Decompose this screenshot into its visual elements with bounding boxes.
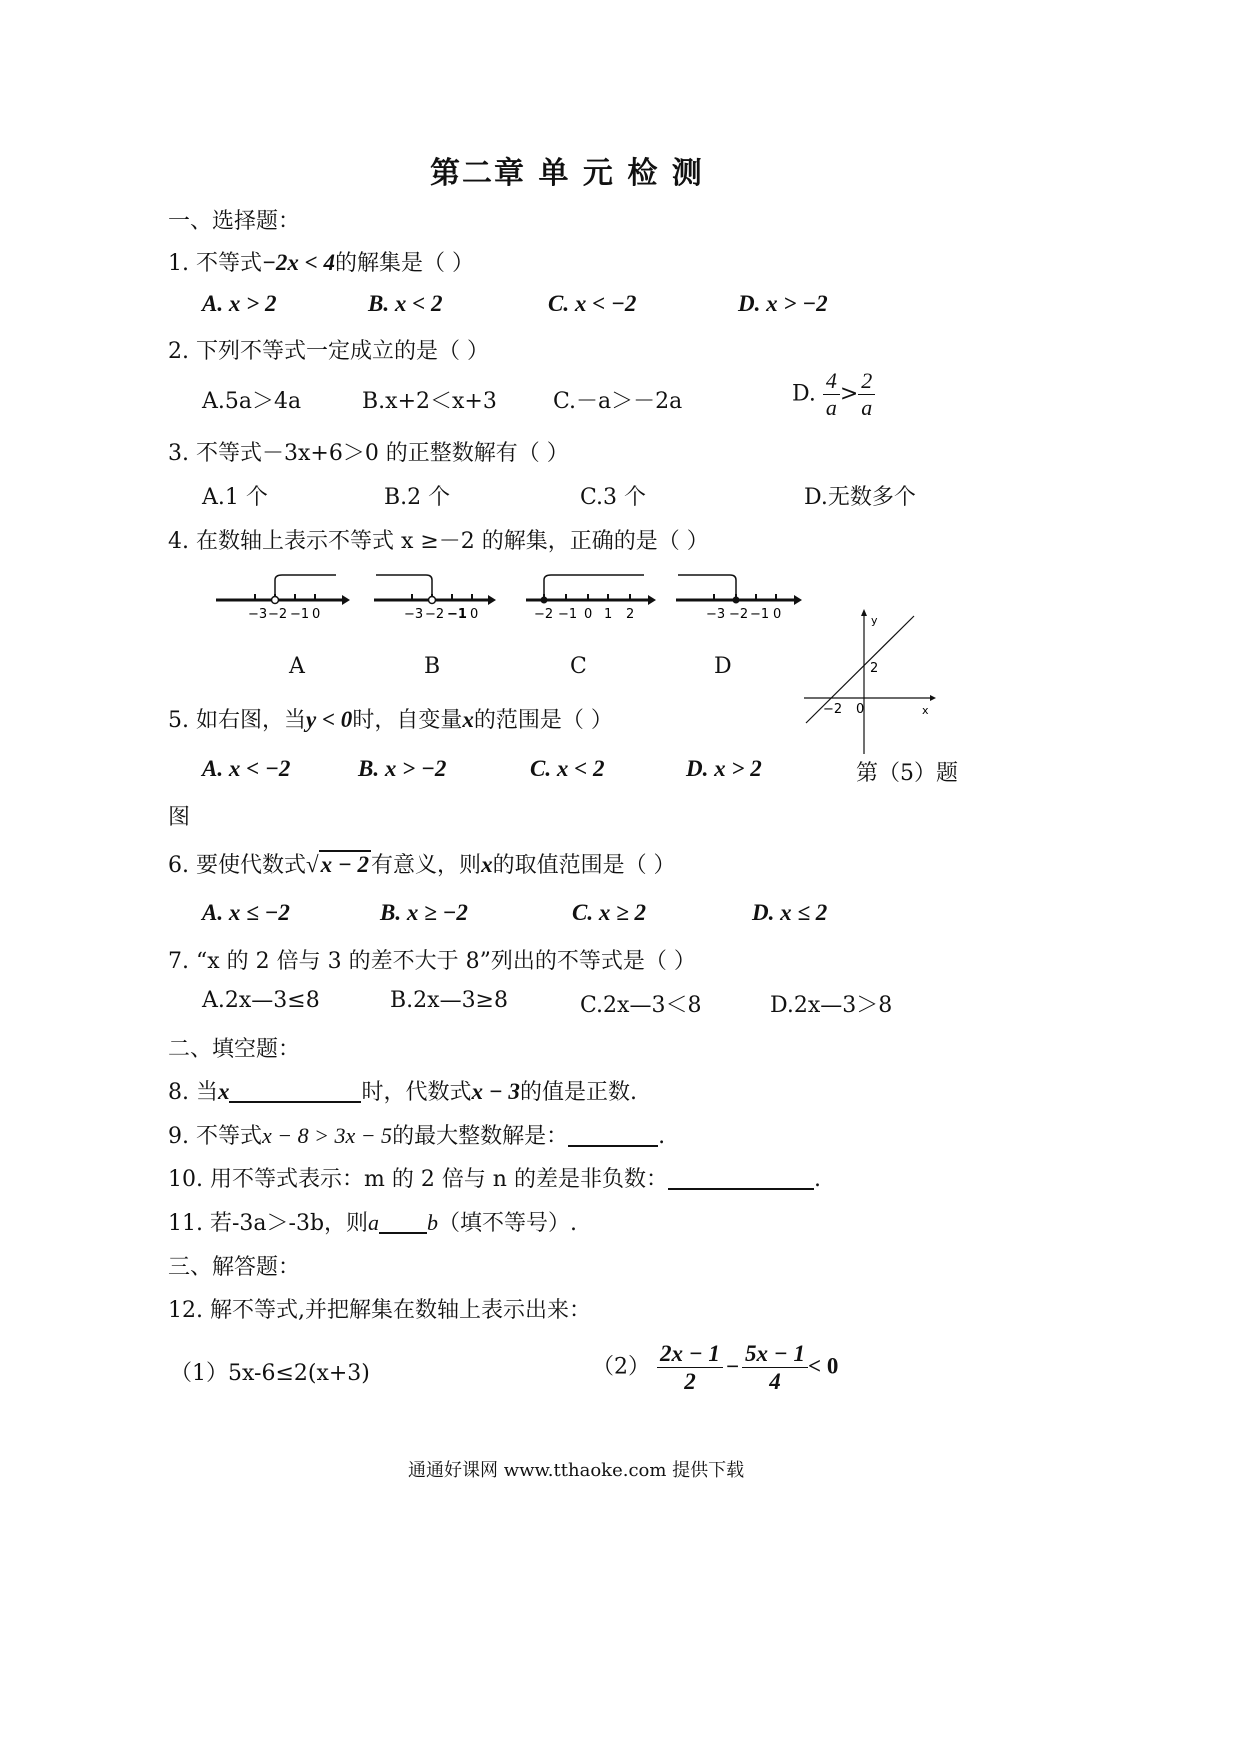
q5-option-a[interactable]: A. x < −2 xyxy=(202,756,291,781)
q4-option-d[interactable]: D xyxy=(714,654,732,679)
q6-stem-pre: 6. 要使代数式 xyxy=(168,853,306,878)
q1-expression: −2x < 4 xyxy=(261,250,336,275)
q7-option-a[interactable]: A.2x—3≤8 xyxy=(202,988,320,1013)
q4b-tick-1: −3 xyxy=(404,607,424,622)
question-11 xyxy=(168,1206,577,1237)
q5-y-label: y xyxy=(871,614,878,627)
footer-source: 通通好课网 www.tthaoke.com 提供下载 xyxy=(408,1460,745,1481)
q4c-tick-5: 2 xyxy=(626,607,635,622)
q11-post: （填不等号）. xyxy=(438,1211,578,1236)
q6-option-a[interactable]: A. x ≤ −2 xyxy=(202,900,290,925)
q2d-den1: a xyxy=(825,395,837,420)
question-6-stem xyxy=(168,848,676,879)
q8-variable: x xyxy=(217,1079,230,1104)
q1-option-a[interactable]: A. x > 2 xyxy=(202,291,277,316)
q8-pre: 8. 当 xyxy=(168,1080,218,1105)
q1-stem-post: 的解集是（ ） xyxy=(335,251,475,276)
q5-caption: 第（5）题 xyxy=(856,761,958,786)
q4d-tick-2: −2 xyxy=(729,607,749,622)
q11-var-b: b xyxy=(427,1210,439,1235)
q5-x-tick: −2 xyxy=(823,702,843,717)
q11-pre: 11. 若-3a＞-3b，则 xyxy=(168,1211,369,1236)
q3-option-b[interactable]: B.2 个 xyxy=(384,485,451,510)
q1-option-b[interactable]: B. x < 2 xyxy=(368,291,443,316)
q5-y-tick: 2 xyxy=(870,661,879,676)
question-4-stem: 4. 在数轴上表示不等式 x ≥－2 的解集，正确的是（ ） xyxy=(168,529,709,554)
q5-option-c[interactable]: C. x < 2 xyxy=(530,756,605,781)
q4b-tick-3: −1 xyxy=(447,607,467,622)
q3-option-a[interactable]: A.1 个 xyxy=(202,485,268,510)
q8-expression: x − 3 xyxy=(471,1079,520,1104)
q4-number-lines xyxy=(210,570,810,630)
q8-mid: 时，代数式 xyxy=(361,1080,472,1105)
q5-stem-mid: 时，自变量 xyxy=(352,708,463,733)
q6-option-b[interactable]: B. x ≥ −2 xyxy=(380,900,468,925)
q2-option-d[interactable] xyxy=(792,370,875,419)
q4d-tick-3: −1 xyxy=(750,607,770,622)
q5-option-d[interactable]: D. x > 2 xyxy=(686,756,762,781)
q4-number-line-c[interactable] xyxy=(526,575,656,622)
q9-post: . xyxy=(658,1124,666,1149)
q4a-tick-3: −1 xyxy=(290,607,310,622)
q4d-tick-1: −3 xyxy=(706,607,726,622)
q2-option-b[interactable]: B.x+2＜x+3 xyxy=(362,389,497,414)
q2-option-d-prefix: D. xyxy=(792,381,816,407)
q4a-tick-1: −3 xyxy=(248,607,268,622)
q6-option-d[interactable]: D. x ≤ 2 xyxy=(752,900,828,925)
q4b-tick-4: 0 xyxy=(470,607,479,622)
q5-graph xyxy=(798,606,943,756)
q12-num2: 5x − 1 xyxy=(742,1342,808,1368)
question-9 xyxy=(168,1119,665,1150)
q5-x-label: x xyxy=(922,704,929,717)
q7-option-c[interactable]: C.2x—3＜8 xyxy=(580,993,702,1018)
q6-radicand: x − 2 xyxy=(320,852,370,877)
q12-relation: < 0 xyxy=(807,1353,839,1379)
q12-den2: 4 xyxy=(769,1369,781,1394)
q8-post: 的值是正数. xyxy=(519,1080,637,1105)
q10-post: . xyxy=(813,1167,821,1192)
q2d-num2: 2 xyxy=(858,370,875,395)
q4-option-a[interactable]: A xyxy=(289,654,305,679)
q5-origin: 0 xyxy=(856,702,865,717)
q4a-tick-4: 0 xyxy=(312,607,321,622)
q11-var-a: a xyxy=(368,1210,380,1235)
q11-answer-blank[interactable] xyxy=(379,1210,427,1234)
q2-option-d-operator: > xyxy=(839,381,859,407)
q4a-tick-2: −2 xyxy=(268,607,288,622)
q4c-tick-1: −2 xyxy=(534,607,554,622)
q10-answer-blank[interactable] xyxy=(668,1166,814,1190)
question-1-stem xyxy=(168,246,474,277)
q4-number-line-b[interactable] xyxy=(374,575,496,622)
question-3-stem: 3. 不等式－3x+6＞0 的正整数解有（ ） xyxy=(168,441,569,466)
q4b-tick-2: −2 xyxy=(425,607,445,622)
q6-variable: x xyxy=(481,852,493,877)
q6-stem-mid: 有意义，则 xyxy=(371,853,482,878)
section-heading-choice: 一、选择题： xyxy=(168,209,301,234)
q4d-tick-4: 0 xyxy=(773,607,782,622)
q2-option-c[interactable]: C.－a＞－2a xyxy=(553,389,683,414)
q4c-tick-4: 1 xyxy=(604,607,613,622)
q4-number-line-a[interactable] xyxy=(216,575,350,622)
q12-part-2-label: （2） xyxy=(592,1354,650,1380)
q2d-num1: 4 xyxy=(823,370,840,395)
q7-option-d[interactable]: D.2x—3＞8 xyxy=(770,993,893,1018)
q9-mid: 的最大整数解是： xyxy=(392,1124,569,1149)
question-5-stem xyxy=(168,703,613,734)
q12-fraction-2 xyxy=(742,1342,808,1393)
q12-den1: 2 xyxy=(684,1369,696,1394)
q7-option-b[interactable]: B.2x—3≥8 xyxy=(390,988,508,1013)
q12-num1: 2x − 1 xyxy=(657,1342,723,1368)
question-12-stem: 12. 解不等式,并把解集在数轴上表示出来： xyxy=(168,1298,591,1323)
q1-option-c[interactable]: C. x < −2 xyxy=(548,291,637,316)
question-7-stem: 7. “x 的 2 倍与 3 的差不大于 8”列出的不等式是（ ） xyxy=(168,949,696,974)
q2-option-d-fraction-1 xyxy=(823,370,840,419)
question-10 xyxy=(168,1162,821,1193)
section-heading-solve: 三、解答题： xyxy=(168,1255,301,1280)
q10-pre: 10. 用不等式表示：m 的 2 倍与 n 的差是非负数： xyxy=(168,1167,668,1192)
section-heading-fill: 二、填空题： xyxy=(168,1037,301,1062)
q5-caption-cont: 图 xyxy=(168,805,191,830)
q2-option-d-fraction-2 xyxy=(858,370,875,419)
question-2-stem: 2. 下列不等式一定成立的是（ ） xyxy=(168,339,489,364)
q9-answer-blank[interactable] xyxy=(568,1123,658,1147)
q3-option-c[interactable]: C.3 个 xyxy=(580,485,647,510)
q1-stem-pre: 1. 不等式 xyxy=(168,251,262,276)
q2d-den2: a xyxy=(861,395,873,420)
q4-option-b[interactable]: B xyxy=(424,654,441,679)
page-title: 第二章 单 元 检 测 xyxy=(430,156,704,191)
q4-option-c[interactable]: C xyxy=(570,654,587,679)
q5-stem-pre: 5. 如右图，当 xyxy=(168,708,306,733)
q2-option-a[interactable]: A.5a＞4a xyxy=(202,389,302,414)
q5-expression: y < 0 xyxy=(305,707,353,732)
q6-option-c[interactable]: C. x ≥ 2 xyxy=(572,900,646,925)
q4c-tick-2: −1 xyxy=(558,607,578,622)
q5-variable: x xyxy=(462,707,474,732)
q5-option-b[interactable]: B. x > −2 xyxy=(358,756,447,781)
question-8 xyxy=(168,1075,637,1106)
q5-stem-post: 的范围是（ ） xyxy=(473,708,613,733)
q6-stem-post: 的取值范围是（ ） xyxy=(492,853,676,878)
q12-operator: − xyxy=(725,1353,740,1379)
q12-fraction-1 xyxy=(657,1342,723,1393)
q9-expression: x − 8 > 3x − 5 xyxy=(261,1123,393,1148)
q4-number-line-d[interactable] xyxy=(676,575,802,622)
q1-option-d[interactable]: D. x > −2 xyxy=(738,291,828,316)
q12-part-2 xyxy=(592,1342,838,1393)
q8-answer-blank[interactable] xyxy=(229,1079,361,1103)
q6-radical-sign: √ xyxy=(305,852,319,877)
q12-part-1: （1）5x-6≤2(x+3) xyxy=(170,1361,370,1386)
q3-option-d[interactable]: D.无数多个 xyxy=(804,485,916,510)
q9-pre: 9. 不等式 xyxy=(168,1124,262,1149)
q4c-tick-3: 0 xyxy=(584,607,593,622)
